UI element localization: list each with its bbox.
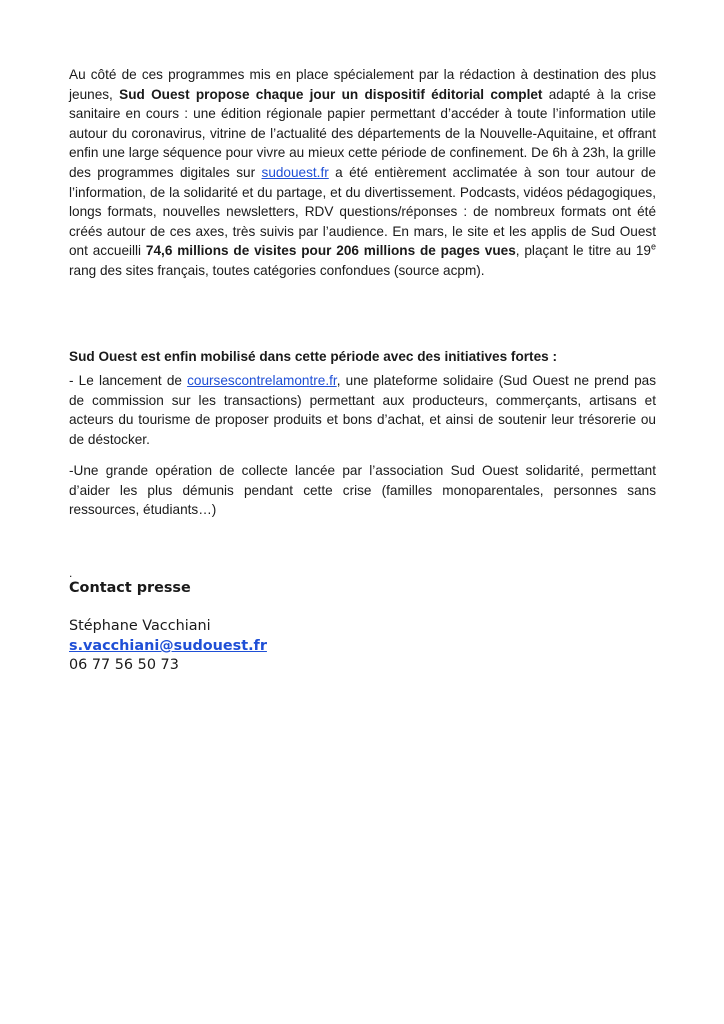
p2-text-2: , une plateforme solidaire (Sud Ouest ne prend pas de commission sur les transactions) permettant aux producteurs, commerçants, artisans et acteurs du tourisme de proposer produits et bons d’achat, et ainsi de soutenir leur trésorerie ou de déstocker. [69,373,657,447]
contact-phone: 06 77 56 50 73 [69,657,179,673]
p1-text-2: adapté à la crise sanitaire en cours : une édition régionale papier permettant d’accéder à toute l’information utile autour du coronavirus, vitrine de l’actualité des départements de la Nouvelle-Aquitaine, et offrant enfin une large séquence pour vivre au mieux cette période de confinement. De 6h à 23h, la grille des programmes digitales sur [69,86,656,180]
email-link[interactable]: s.vacchiani@sudouest.fr [69,638,267,654]
coursescontrelamontre-link[interactable]: coursescontrelamontre.fr [187,373,337,388]
p1-text-5: rang des sites français, toutes catégories confondues (source acpm). [69,262,485,278]
sudouest-link[interactable]: sudouest.fr [261,164,329,180]
paragraph-programmes [69,65,656,281]
contact-title: Contact presse [69,580,191,596]
p1-bold-visites: 74,6 millions de visites pour 206 millions de pages vues [145,243,516,259]
contact-name: Stéphane Vacchiani [69,618,211,634]
contact-email-link[interactable] [69,638,267,654]
initiatives-heading: Sud Ouest est enfin mobilisé dans cette période avec des initiatives fortes : [69,349,558,364]
p1-superscript: e [651,241,657,252]
paragraph-plateforme [69,371,656,449]
separator-dot: . [69,566,73,580]
p1-bold-dispositif: Sud Ouest propose chaque jour un dispositif éditorial complet [119,86,543,102]
p1-text-3: a été entièrement acclimatée à son tour autour de l’information, de la solidarité et du partage, et du divertissement. Podcasts, vidéos pédagogiques, longs formats, nouvelles newsletters, RDV questions/réponses : de nombreux formats ont été créés autour de ces axes, très suivis par l’audience. En mars, le site et les applis de Sud Ouest ont accueilli [69,164,656,259]
p1-text-1: Au côté de ces programmes mis en place spécialement par la rédaction à destination des plus jeunes, [69,67,656,102]
paragraph-collecte: -Une grande opération de collecte lancée par l’association Sud Ouest solidarité, permettant d’aider les plus démunis pendant cette crise (familles monoparentales, personnes sans ressources, étudiants…) [69,463,656,518]
p1-text-4: , plaçant le titre au 19 [515,243,651,259]
p2-text-1: - Le lancement de [69,373,188,388]
